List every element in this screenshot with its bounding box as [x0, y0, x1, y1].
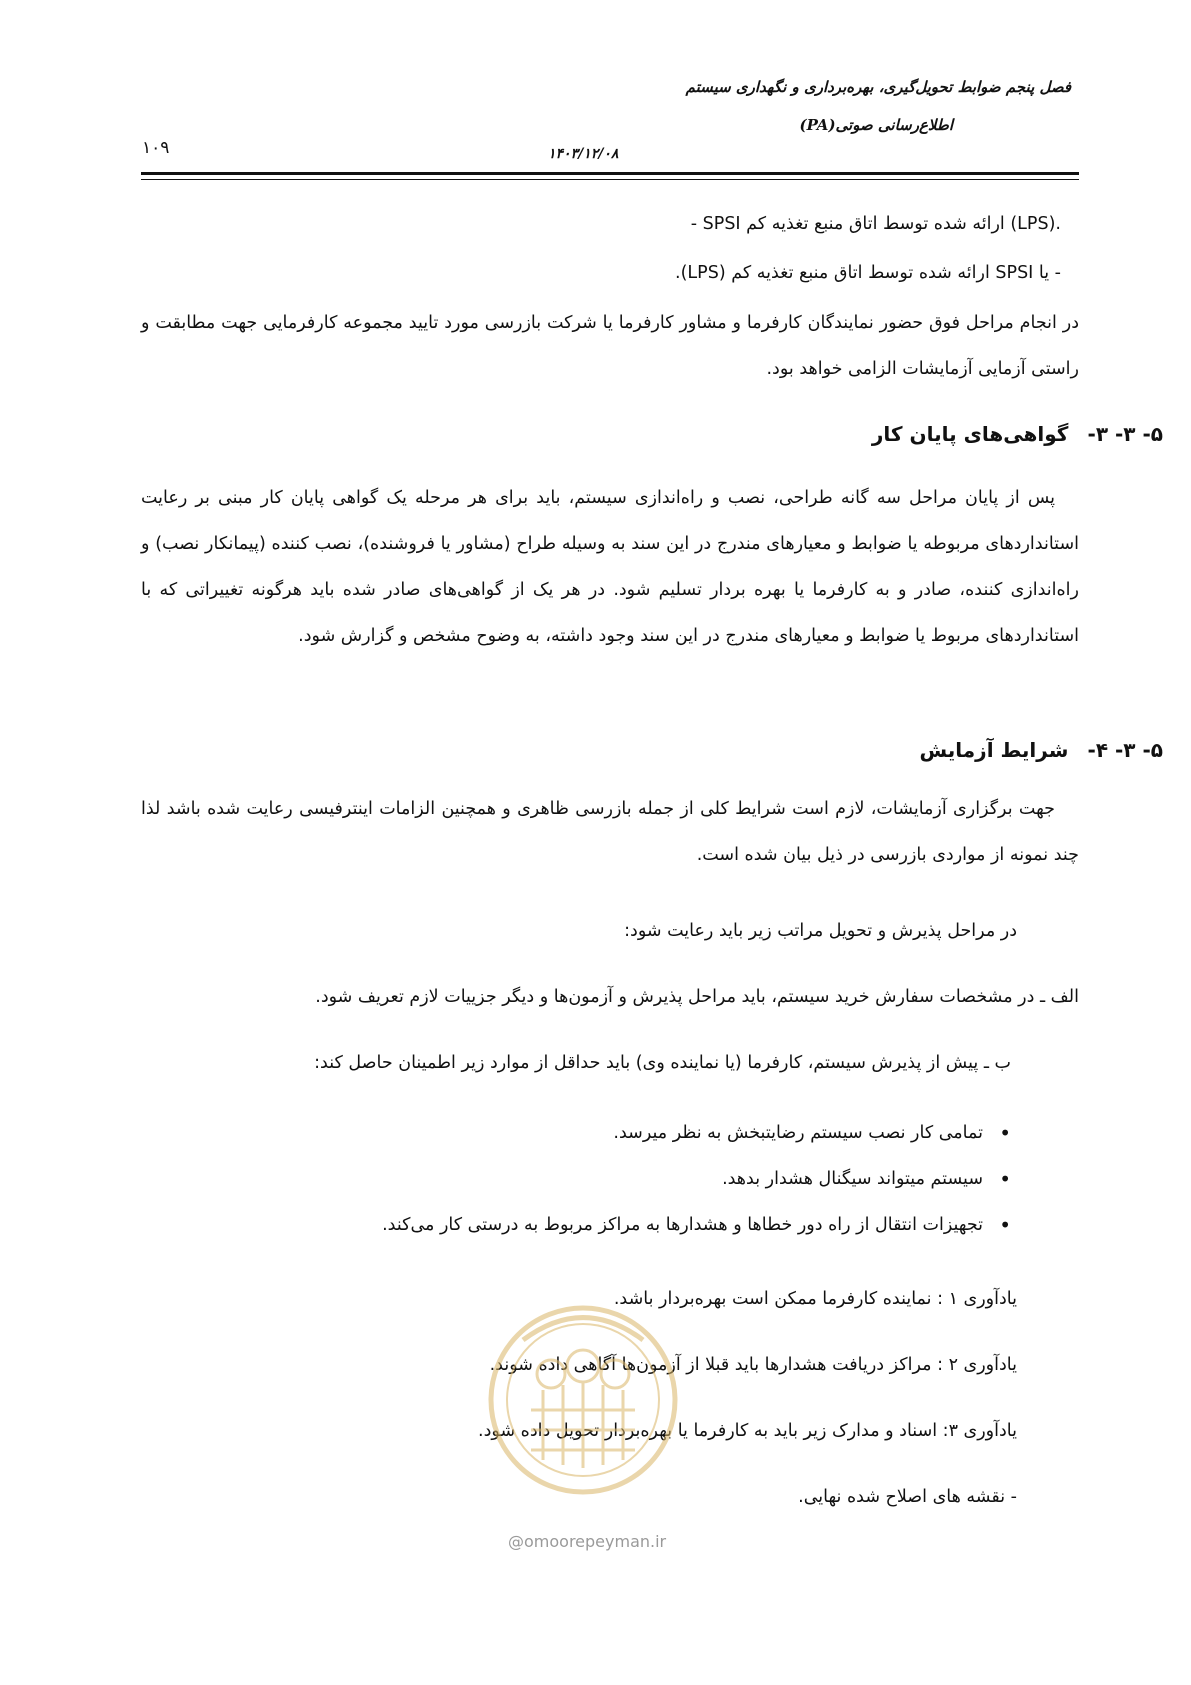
item-be: ب ـ پیش از پذیرش سیستم، کارفرما (یا نماینده وی) باید حداقل از موارد زیر اطمینان حاصل کند: [314, 1053, 1011, 1073]
note-3-item: - نقشه های اصلاح شده نهایی. [798, 1487, 1017, 1507]
seal-icon [483, 1300, 683, 1520]
page-number: ۱۰۹ [142, 138, 170, 158]
note-2: یادآوری ۲ : مراکز دریافت هشدارها باید قبلا از آزمون‌ها آگاهی داده شوند. [489, 1355, 1017, 1375]
note-3: یادآوری ۳: اسناد و مدارک زیر باید به کارفرما یا بهره‌بردار تحویل داده شود. [478, 1421, 1017, 1441]
list-item: • سیستم میتواند سیگنال هشدار بدهد. [193, 1156, 1013, 1202]
header-rule-thin [141, 179, 1079, 180]
intro-line-1: - SPSI ارائه شده توسط اتاق منبع تغذیه کم (LPS). [690, 214, 1061, 234]
header-date: ۱۴۰۳/۱۲/۰۸ [548, 146, 619, 162]
section-number: ۵- ۳- ۴- [1087, 738, 1163, 762]
section-3-3-paragraph: پس از پایان مراحل سه گانه طراحی، نصب و راه‌اندازی سیستم، باید برای هر مرحله یک گواهی پایان کار مبنی بر رعایت استانداردهای مربوطه یا ضوابط و معیارهای مندرج در این سند به وسیله طراح (مشاور یا فروشنده)، نصب کننده (پیمانکار نصب) و راه‌اندازی کننده، صادر و به کارفرما یا بهره بردار تسلیم شود. در هر یک از گواهی‌های صادر شده باید هرگونه تغییراتی که با استانداردهای مربوط یا ضوابط و معیارهای مندرج در این سند وجود داشته، به وضوح مشخص و گزارش شود. [141, 488, 1079, 646]
section-title-header: اطلاع‌رسانی صوتی(PA) [799, 116, 953, 134]
header-rule-thick [141, 172, 1079, 175]
section-title: گواهی‌های پایان کار [871, 422, 1069, 446]
section-title: شرایط آزمایش [919, 738, 1069, 762]
section-number: ۵- ۳- ۳- [1087, 422, 1163, 446]
watermark-seal [483, 1300, 683, 1520]
list-item: • تجهیزات انتقال از راه دور خطاها و هشدارها به مراکز مربوط به درستی کار می‌کند. [193, 1202, 1013, 1248]
watermark-site: @omoorepeyman.ir [508, 1532, 667, 1551]
bullet-list [193, 1110, 1013, 1248]
chapter-title: فصل پنجم ضوابط تحویل‌گیری، بهره‌برداری و نگهداری سیستم [685, 78, 1071, 96]
stages-intro: در مراحل پذیرش و تحویل مراتب زیر باید رعایت شود: [624, 921, 1017, 941]
item-alef: الف ـ در مشخصات سفارش خرید سیستم، باید مراحل پذیرش و آزمون‌ها و دیگر جزییات لازم تعریف شود. [315, 987, 1079, 1007]
section-3-4-paragraph: جهت برگزاری آزمایشات، لازم است شرایط کلی از جمله بازرسی ظاهری و همچنین الزامات اینترفیسی رعایت شده باشد لذا چند نمونه از مواردی بازرسی در ذیل بیان شده است. [141, 799, 1079, 865]
section-heading-3-3 [763, 422, 1163, 446]
section-heading-3-4 [763, 738, 1163, 762]
list-item: • تمامی کار نصب سیستم رضایتبخش به نظر میرسد. [193, 1110, 1013, 1156]
note-1: یادآوری ۱ : نماینده کارفرما ممکن است بهره‌بردار باشد. [613, 1289, 1017, 1309]
intro-line-2: - یا SPSI ارائه شده توسط اتاق منبع تغذیه کم (LPS). [675, 263, 1061, 283]
intro-paragraph: در انجام مراحل فوق حضور نمایندگان کارفرما و مشاور کارفرما یا شرکت بازرسی مورد تایید مجموعه کارفرمایی جهت مطابقت و راستی آزمایی آزمایشات الزامی خواهد بود. [141, 313, 1079, 379]
